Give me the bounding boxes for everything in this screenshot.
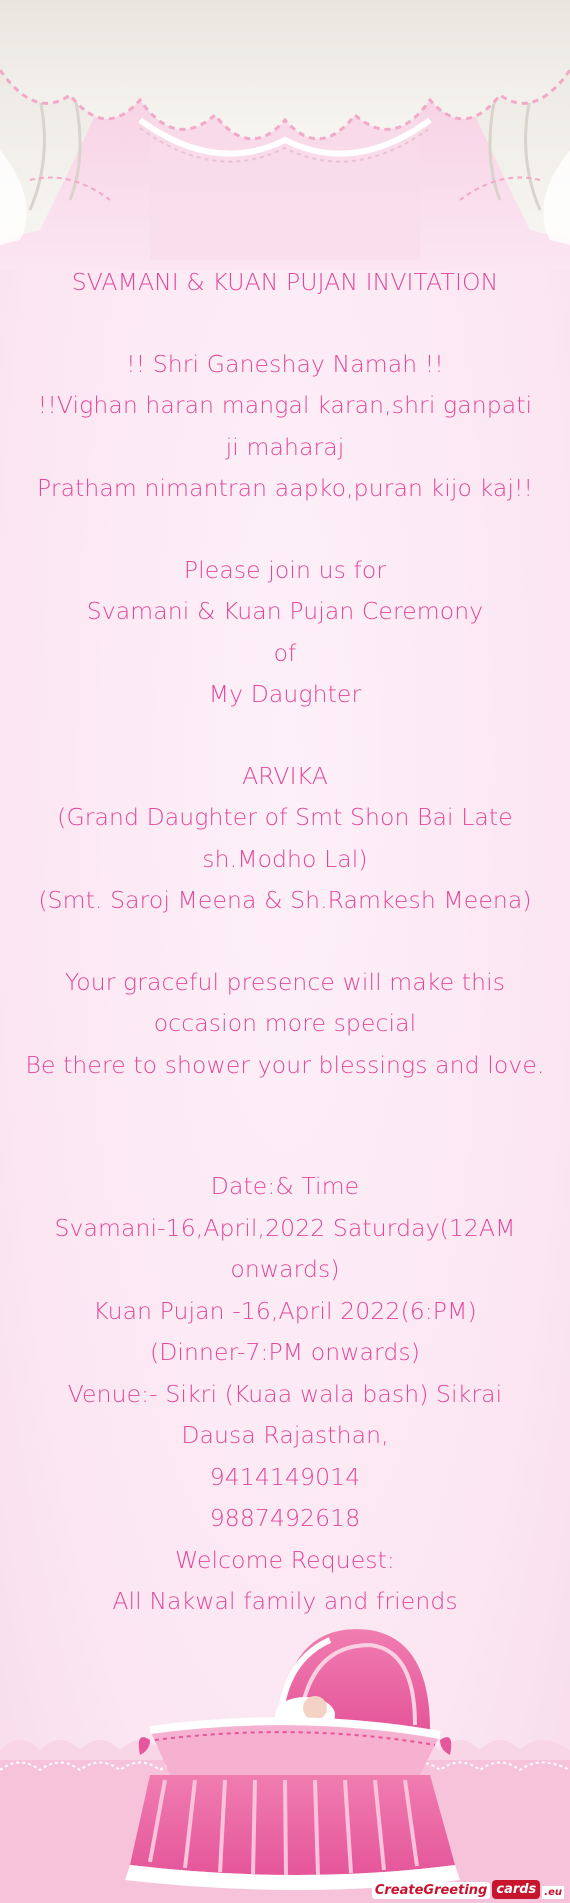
phone-1: 9414149014 (209, 1462, 361, 1491)
heading: SVAMANI & KUAN PUJAN INVITATION (71, 268, 499, 296)
phone-2: 9887492618 (209, 1504, 361, 1532)
venue-line: Venue:- Sikri (Kuaa wala bash) Sikrai Dausa Rajasthan, (67, 1379, 503, 1449)
welcome-request-label: Welcome Request: (175, 1545, 395, 1574)
prayer-line-3: Pratham nimantran aapko,puran kijo kaj!! (37, 474, 533, 502)
dinner-line: (Dinner-7:PM onwards) (149, 1338, 421, 1366)
kuan-pujan-date: Kuan Pujan -16,April 2022(6:PM) (93, 1296, 477, 1325)
prayer-line-1: !! Shri Ganeshay Namah !! (126, 349, 444, 378)
my-daughter-line: My Daughter (208, 680, 362, 708)
curtain-illustration (0, 0, 570, 270)
presence-line: Your graceful presence will make this occasion more special (64, 967, 506, 1037)
ceremony-line: Svamani & Kuan Pujan Ceremony (86, 597, 484, 625)
svamani-date: Svamani-16,April,2022 Saturday(12AM onwards) (54, 1213, 516, 1283)
cradle-illustration (0, 1600, 570, 1903)
grand-daughter-line: (Grand Daughter of Smt Shon Bai Late sh.Modho Lal) (57, 803, 513, 873)
child-name: ARVIKA (242, 761, 328, 790)
parents-line: (Smt. Saroj Meena & Sh.Ramkesh Meena) (38, 886, 532, 914)
brand-logo[interactable] (372, 1865, 564, 1899)
join-line: Please join us for (183, 555, 387, 584)
logo-text-cards: cards (492, 1880, 540, 1899)
of-line: of (273, 638, 297, 667)
blessings-line: Be there to shower your blessings and love. (25, 1050, 545, 1079)
invitation-message (0, 262, 570, 1623)
prayer-line-2: !!Vighan haran mangal karan,shri ganpati ji maharaj (37, 391, 533, 461)
welcome-family: All Nakwal family and friends (112, 1587, 458, 1615)
logo-text-domain: .eu (544, 1887, 562, 1898)
logo-text-create: CreateGreeting (372, 1882, 491, 1899)
date-time-label: Date:& Time (210, 1172, 360, 1200)
